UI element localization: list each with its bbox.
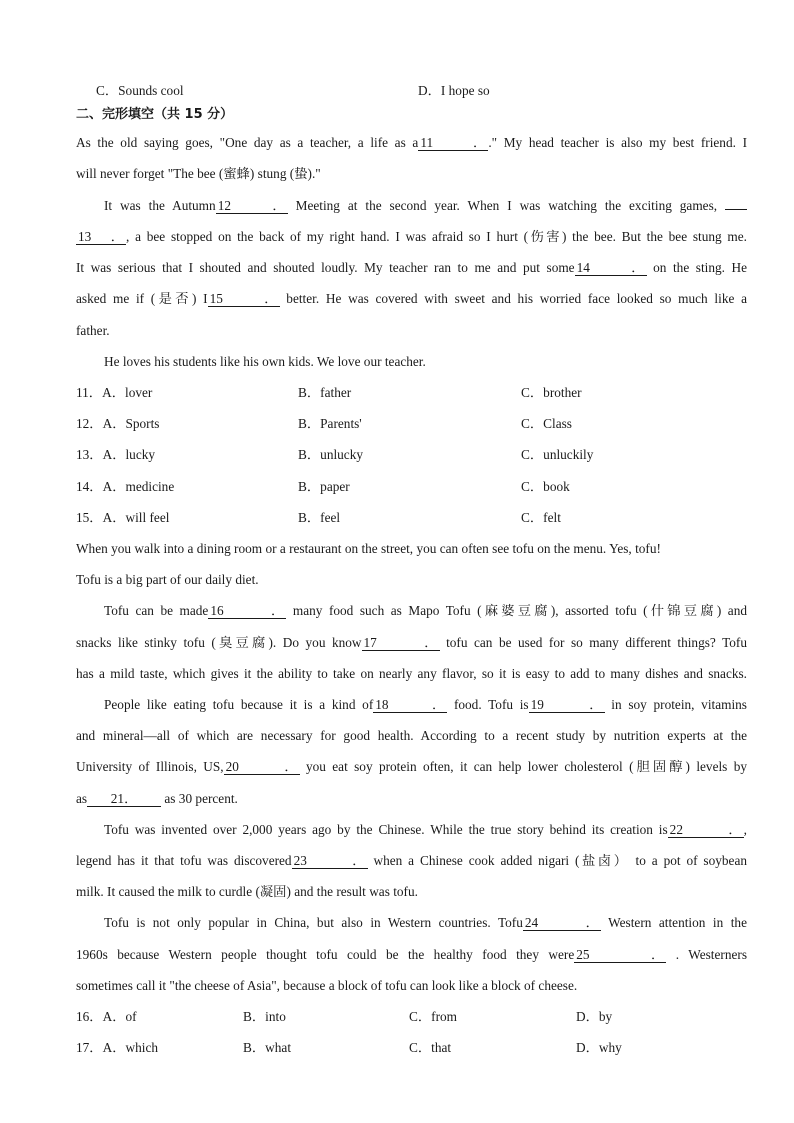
blank-20[interactable]: 20． [225,759,298,774]
passage1-line4 [76,228,747,246]
num: 14． [76,479,103,494]
question-number [76,509,169,527]
text: as 30 percent. [164,791,238,806]
blank-12[interactable]: 12． [217,198,286,213]
passage1-line8: He loves his students like his own kids. We love our teacher. [104,354,426,369]
blank-21[interactable]: 21． [87,791,161,807]
passage2-p4-line1 [104,821,747,839]
option-c[interactable]: C．felt [521,510,561,525]
text: , [743,822,747,837]
option-d[interactable]: D．by [576,1009,613,1024]
option-c[interactable]: C．that [409,1040,452,1055]
option-a[interactable]: A．will feel [102,510,170,525]
question-number [76,1008,137,1026]
text: many food such as Mapo Tofu (麻婆豆腐), assorted tofu (什锦豆腐) and [292,603,747,618]
question-number [76,478,174,496]
blank-16[interactable]: 16． [210,603,285,618]
passage1-line1 [76,134,747,152]
blank-15[interactable]: 15． [209,291,278,306]
passage2-p2-line3: has a mild taste, which gives it the ability to take on nearly any flavor, so it is easy to add to many dishes and snacks. [76,666,747,681]
passage1-line6 [76,290,747,308]
text: Meeting at the second year. When I was watching the exciting games, [295,198,718,213]
passage2-p3-line3 [76,758,747,776]
text: It was the Autumn [104,198,216,213]
passage1-line5 [76,259,747,277]
passage2-p2-line1 [104,602,747,620]
text: As the old saying goes, "One day as a teacher, a life as a [76,135,419,150]
passage2-p4-line2 [76,852,747,870]
text: . Westerners [675,947,747,962]
passage1-line7: father. [76,323,110,338]
passage2-p3-line4 [76,790,238,808]
option-a[interactable]: A．which [102,1040,158,1055]
question-number [76,1039,158,1057]
passage2-p2-line2 [76,634,747,652]
num: 12． [76,416,103,431]
option-c[interactable]: C．book [521,479,570,494]
num: 16． [76,1009,103,1024]
text: asked me if (是否) I [76,291,208,306]
option-c[interactable]: C．Class [521,416,572,431]
blank-18[interactable]: 18． [375,697,446,712]
blank-13-start [725,209,747,210]
passage2-p1-line1: When you walk into a dining room or a restaurant on the street, you can often see tofu on the menu. Yes, tofu! [76,541,661,556]
passage2-p5-line1 [104,914,747,932]
option-c[interactable]: C．brother [521,385,582,400]
option-a[interactable]: A．Sports [102,416,160,431]
text: legend has it that tofu was discovered [76,853,292,868]
passage2-p5-line3: sometimes call it "the cheese of Asia", because a block of tofu can look like a block of cheese. [76,978,578,993]
prev-option-c: C．Sounds cool [96,83,184,98]
text: you eat soy protein often, it can help lower cholesterol (胆固醇) levels by [305,759,747,774]
option-b[interactable]: B．into [243,1009,286,1024]
blank-17[interactable]: 17． [363,635,438,650]
option-d[interactable]: D．why [576,1040,622,1055]
num: 17． [76,1040,103,1055]
passage2-p3-line2: and mineral—all of which are necessary for good health. According to a recent study by nutrition experts at the [76,728,747,743]
text: as [76,791,88,806]
prev-option-d: D．I hope so [418,83,490,98]
blank-25[interactable]: 25． [576,947,665,962]
option-a[interactable]: A．medicine [102,479,175,494]
option-b[interactable]: B．father [298,385,352,400]
question-number [76,446,155,464]
text: Western attention in the [608,915,747,930]
question-number [76,415,159,433]
text: People like eating tofu because it is a kind of [104,697,374,712]
text: , a bee stopped on the back of my right hand. I was afraid so I hurt (伤害) the bee. But the bee stung me. [126,229,747,244]
option-b[interactable]: B．paper [298,479,350,494]
option-c[interactable]: C．unluckily [521,447,594,462]
text: snacks like stinky tofu (臭豆腐). Do you know [76,635,362,650]
text: better. He was covered with sweet and his worried face looked so much like a [286,291,747,306]
option-b[interactable]: B．unlucky [298,447,364,462]
num: 13． [76,447,103,462]
option-a[interactable]: A．lucky [102,447,156,462]
blank-13[interactable]: 13． [78,229,124,244]
option-a[interactable]: A．lover [102,385,153,400]
option-b[interactable]: B．what [243,1040,292,1055]
blank-19[interactable]: 19． [530,697,603,712]
num: 15． [76,510,103,525]
text: on the sting. He [653,260,748,275]
passage2-p3-line1 [104,696,747,714]
text: 1960s because Western people thought tofu could be the healthy food they were [76,947,575,962]
option-c[interactable]: C．from [409,1009,458,1024]
blank-14[interactable]: 14． [576,260,645,275]
text: when a Chinese cook added nigari (盐卤） to a pot of soybean [373,853,748,868]
passage1-line2: will never forget "The bee (蜜蜂) stung (蛰)." [76,166,321,181]
text: in soy protein, vitamins [611,697,747,712]
text: Tofu is not only popular in China, but also in Western countries. Tofu [104,915,523,930]
blank-22[interactable]: 22． [669,822,742,837]
text: tofu can be used for so many different things? Tofu [446,635,748,650]
text: Tofu was invented over 2,000 years ago by the Chinese. While the true story behind its creation is [104,822,668,837]
option-b[interactable]: B．feel [298,510,341,525]
option-b[interactable]: B．Parents' [298,416,362,431]
blank-24[interactable]: 24． [524,915,599,930]
passage2-p5-line2 [76,946,747,964]
question-number [76,384,152,402]
text: University of Illinois, US, [76,759,224,774]
section-title: 二、完形填空（共 15 分） [76,107,234,122]
blank-11[interactable]: 11． [420,135,487,150]
num: 11． [76,385,103,400]
text: food. Tofu is [453,697,529,712]
blank-23[interactable]: 23． [293,853,366,868]
passage2-p4-line3: milk. It caused the milk to curdle (凝固) and the result was tofu. [76,884,418,899]
passage2-p1-line2: Tofu is a big part of our daily diet. [76,572,259,587]
passage1-line3 [104,197,747,215]
text: It was serious that I shouted and shouted loudly. My teacher ran to me and put some [76,260,575,275]
text: Tofu can be made [104,603,209,618]
text: ." My head teacher is also my best friend. I [488,135,747,150]
option-a[interactable]: A．of [102,1009,137,1024]
